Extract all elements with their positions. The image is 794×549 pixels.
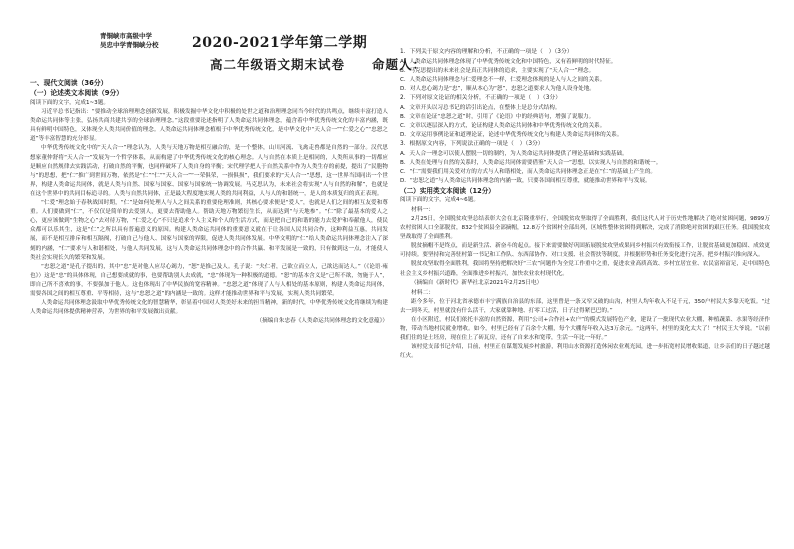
- paragraph: “仁爱”理念始于春秋战国时期，“仁”是如何处理人与人之间关系的重要伦理准则，其核心要求便是“爱人”，也就是人们之间的相互友爱和尊重。人们要做到“仁”，不仅仅是简单的去爱别人，更要去帮助他人。帮助天地万物繁衍生长，从而达到“与天地参”。“仁”除了最基本的爱人之心，更应该做到“生物之心”去对待万物，“仁爱之心”不只是追求个人主义和个人的生活方式，而是把自己的和谐的能力去爱护和奉献他人，使民众都可以乐其生，这是“仁”之所以具有普遍意义的原因。构建人类命运共同体的重要意义就在于让各国人民共同合作，这种利益互惠，共同发展，而不是相互排斥和相互隔阂，打破自己与他人、国家与国家的界限，促进人类共同体发展。中华文明的“仁”给人类命运共同体理念注入了深刻的内涵，“仁”要求与人和谐相处，与他人共同发展，这与人类命运共同体理念中的合作共赢、和平发展是一致的，只有做到这一点，才能使人类社会实现长久的繁荣和发展。: [30, 200, 388, 261]
- subsection-heading: （一）论述类文本阅读（9分）: [30, 89, 124, 97]
- paragraph: 在小区附近，村民们依托丰富的自然资源，利用“公司+合作社+农户”的模式发展特色产业，建设了一批现代农业大棚，种植蔬菜、水果等经济作物，带动当地村民就业增收。如今，村里已经有了百余个大棚，每个大棚每年收入达3万余元。“这两年，村里的变化太大了！”村民王大爷说。“以前我们住的是土坯房，现在住上了砖瓦房，还有了自来水和宽带，生活一年比一年好。”: [400, 316, 770, 342]
- paragraph: 脱贫摘帽不是终点，而是新生活、新奋斗的起点。接下来需要做好巩固拓展脱贫攻坚成果同乡村振兴有效衔接工作，让脱贫基础更加稳固、成效更可持续。要坚持和完善驻村第一书记和工作队、东西部协作、对口支援、社会帮扶等制度，并根据形势和任务变化进行完善，把乡村振兴推向深入。: [400, 243, 770, 259]
- section-heading: 一、现代文阅读（36分）: [30, 79, 108, 87]
- option: D．对人忠心竭力是“忠”，顺从本心为“恕”，忠恕之道要求人为他人设身处地。: [400, 85, 595, 92]
- option: A．文章开头以习总书记的话引出论点，在整体上是总分式结构。: [400, 104, 561, 111]
- paragraph: 该村党支部书记介绍，目前，村里正在谋划发展乡村旅游，利用山水资源打造休闲农业观光园，进一步拓宽村民增收渠道，让乡亲们的日子越过越红火。: [400, 344, 770, 360]
- instruction: 阅读下面的文字，完成1~3题。: [30, 100, 109, 106]
- school-line-1: 青铜峡市高级中学: [100, 32, 152, 40]
- option: C．文章以逐层深入的方式，论证构建人类命运共同体和中华优秀传统文化的关系。: [400, 122, 606, 129]
- question-1: 1．下列关于原文内容的理解和分析，不正确的一项是（ ）（3分）: [400, 49, 573, 55]
- instruction-2: 阅读下面的文字，完成4~6题。: [400, 196, 479, 203]
- option: C．人类命运共同体理念与仁爱理念不一样，仁爱理念体现的是人与人之间的关系。: [400, 76, 606, 83]
- passage-body: [30, 99, 388, 326]
- exam-subtitle: 高二年级语文期末试卷 命题人：: [210, 57, 427, 72]
- right-column: [400, 0, 770, 549]
- paragraph: 2月25日，全国脱贫攻坚总结表彰大会在北京隆重举行，全国脱贫攻坚取得了全面胜利，我们这代人对于历史性地解决了绝对贫困问题，9899万农村贫困人口全部脱贫，832个贫困县全部摘帽，12.8万个贫困村全部出列，区域性整体贫困得到解决，完成了消除绝对贫困的艰巨任务。我国脱贫攻坚战取得了全面胜利。: [400, 216, 770, 241]
- source-citation: （摘编自《新时代》新华社北京2021年2月25日电）: [411, 279, 543, 286]
- material-1-label: 材料一：: [411, 207, 435, 213]
- paragraph: 习近平总书记指出：“要推动全球治理理念创新发展，积极发掘中华文化中积极的处世之道和治理理念同当今时代的共鸣点，继续丰富打造人类命运共同体等主张，弘扬共商共建共享的全球治理理念。”这段重要论述指明了人类命运共同体理念，蕴含着中华优秀传统文化的丰富内涵，既具有鲜明中国特色，又体现全人类共同价值的理念。人类命运共同体理念植根于中华优秀传统文化，是中华文化中“天人合一”“仁爱之心”“忠恕之道”等丰富智慧的充分彰显。: [30, 109, 388, 143]
- paragraph: 人类命运共同体理念汲取中华优秀传统文化的智慧精华，彰显着中国对人类美好未来的担当精神，新的时代，中华优秀传统文化将继续为构建人类命运共同体提供精神营养，为世界的和平发展做出贡献。: [30, 300, 388, 316]
- school-line-2: 吴忠中学青铜峡分校: [100, 41, 159, 49]
- school-name: [100, 32, 159, 50]
- option: A．天人合一理念可以使人摆脱一切的制约，为人类命运共同体提供了理论基础和实践基础。: [400, 150, 628, 157]
- exam-title: 2020-2021学年第二学期: [192, 35, 368, 51]
- paragraph: “忠恕之道”是孔子提出的，其中“忠”是对他人应尽心竭力，“恕”是推己及人。孔子说：“夫仁者，己欲立而立人，己欲达而达人。”（《论语·雍也》）这是“忠”的具体体现，自己想要成就的事，也要帮助别人去成就，“忠”体现为一种积极的道德。“恕”的基本含义是“己所不欲，勿施于人”，即自己所不喜欢的事，不要强加于他人。这也体现出了中华民族的宽容精神。“忠恕之道”体现了人与人相处的基本原则，构建人类命运共同体，需要各国之间的相互尊重、平等相待，这与“忠恕之道”的内涵是一致的。这样才能推动世界和平与发展，实现人类共同繁荣。: [30, 263, 388, 297]
- option: B．马克思提出的未来社会是真正共同体的追求，主要实现了“天人合一”理念。: [400, 67, 595, 74]
- option: B．文章在论证“忠恕之道”时，引用了《论语》中的经典语句，增强了说服力。: [400, 113, 595, 120]
- question-2: 2．下列对原文论证的相关分析，不正确的一项是（ ）（3分）: [400, 94, 561, 101]
- paragraph: 中华优秀传统文化中的“天人合一”理念认为，人类与天地万物是相互融合的，是一个整体，山川河流、飞禽走兽都是自然的一部分。汉代思想家董仲舒将“天人合一”发展为一个哲学体系，从而构建了中华优秀传统文化的核心理念。人与自然在本质上是相同的，人类所从事的一切都应是顺应自然规律去实践活动，打破自然的平衡，也同样破坏了人类自身的平衡；宋代理学把人于自然关系中作为人类生存的前提，提出了“民胞物与”的思想，把“仁”推广到世间万物，依然是“仁”“仁”“天人合一”“一荣俱荣，一损俱损”，我们要求的“天人合一”思想，这一世界当国同出一个世界，构建人类命运共同体，就是人类与自然、国家与国家、国家与国家统一协调发展。马克思认为，未来社会将实现“人与自然的和解”，也就是在这个世界中的共同目标追寻的。人类与自然共同体，正是最大程度地实现人类的共同利益，人与人的和谐统一，是人的本质复归的真正表现。: [30, 145, 388, 197]
- option: B．人类在处理与自然的关系时，人类命运共同体需要借鉴“天人合一”思想，以实现人与自然的和谐统一。: [400, 159, 662, 166]
- paragraph: 距今多年，位于河北省承德市丰宁满族自治县的东部，这里曾是一条又窄又破的山沟，村里人均年收入不足千元，350户村民大多靠天吃饭。“过去一到冬天，村里就没有什么活干，大家就靠种地、打零工过活，日子过得紧巴巴的。”: [400, 298, 770, 314]
- option: D．“忠恕之道”与人类命运共同体理念的内涵一致，只要各国间相互尊重，就能推动世界和平与发展。: [400, 177, 651, 184]
- question-3: 3．根据原文内容，下列说法正确的一项是（ ）（3分）: [400, 140, 544, 147]
- source-citation: （摘编自朱忠春《人类命运共同体理念的文化意蕴》）: [256, 318, 388, 325]
- option: D．文章运用事例论证和道理论证，论述中华优秀传统文化与构建人类命运共同体的关系。: [400, 131, 623, 138]
- option: A．人类命运共同体理念体现了中华优秀传统文化和中国特色，又有着鲜明的时代特征。: [400, 58, 617, 65]
- paragraph: 脱贫攻坚取得全面胜利，我国将坚持把解决好“三农”问题作为全党工作重中之重，促进农业高质高效、乡村宜居宜业、农民富裕富足，走中国特色社会主义乡村振兴道路，全面推进乡村振兴，加快农业农村现代化。: [400, 261, 770, 277]
- material-2-label: 材料二：: [411, 289, 435, 296]
- option: C．“仁”需要我们用关爱对方的方式与人和谐相处，而人类命运共同体理念正是在“仁”的基础上产生的。: [400, 168, 657, 175]
- section-heading-practical: （二）实用类文本阅读（12分）: [400, 186, 495, 195]
- questions-block: [400, 48, 770, 361]
